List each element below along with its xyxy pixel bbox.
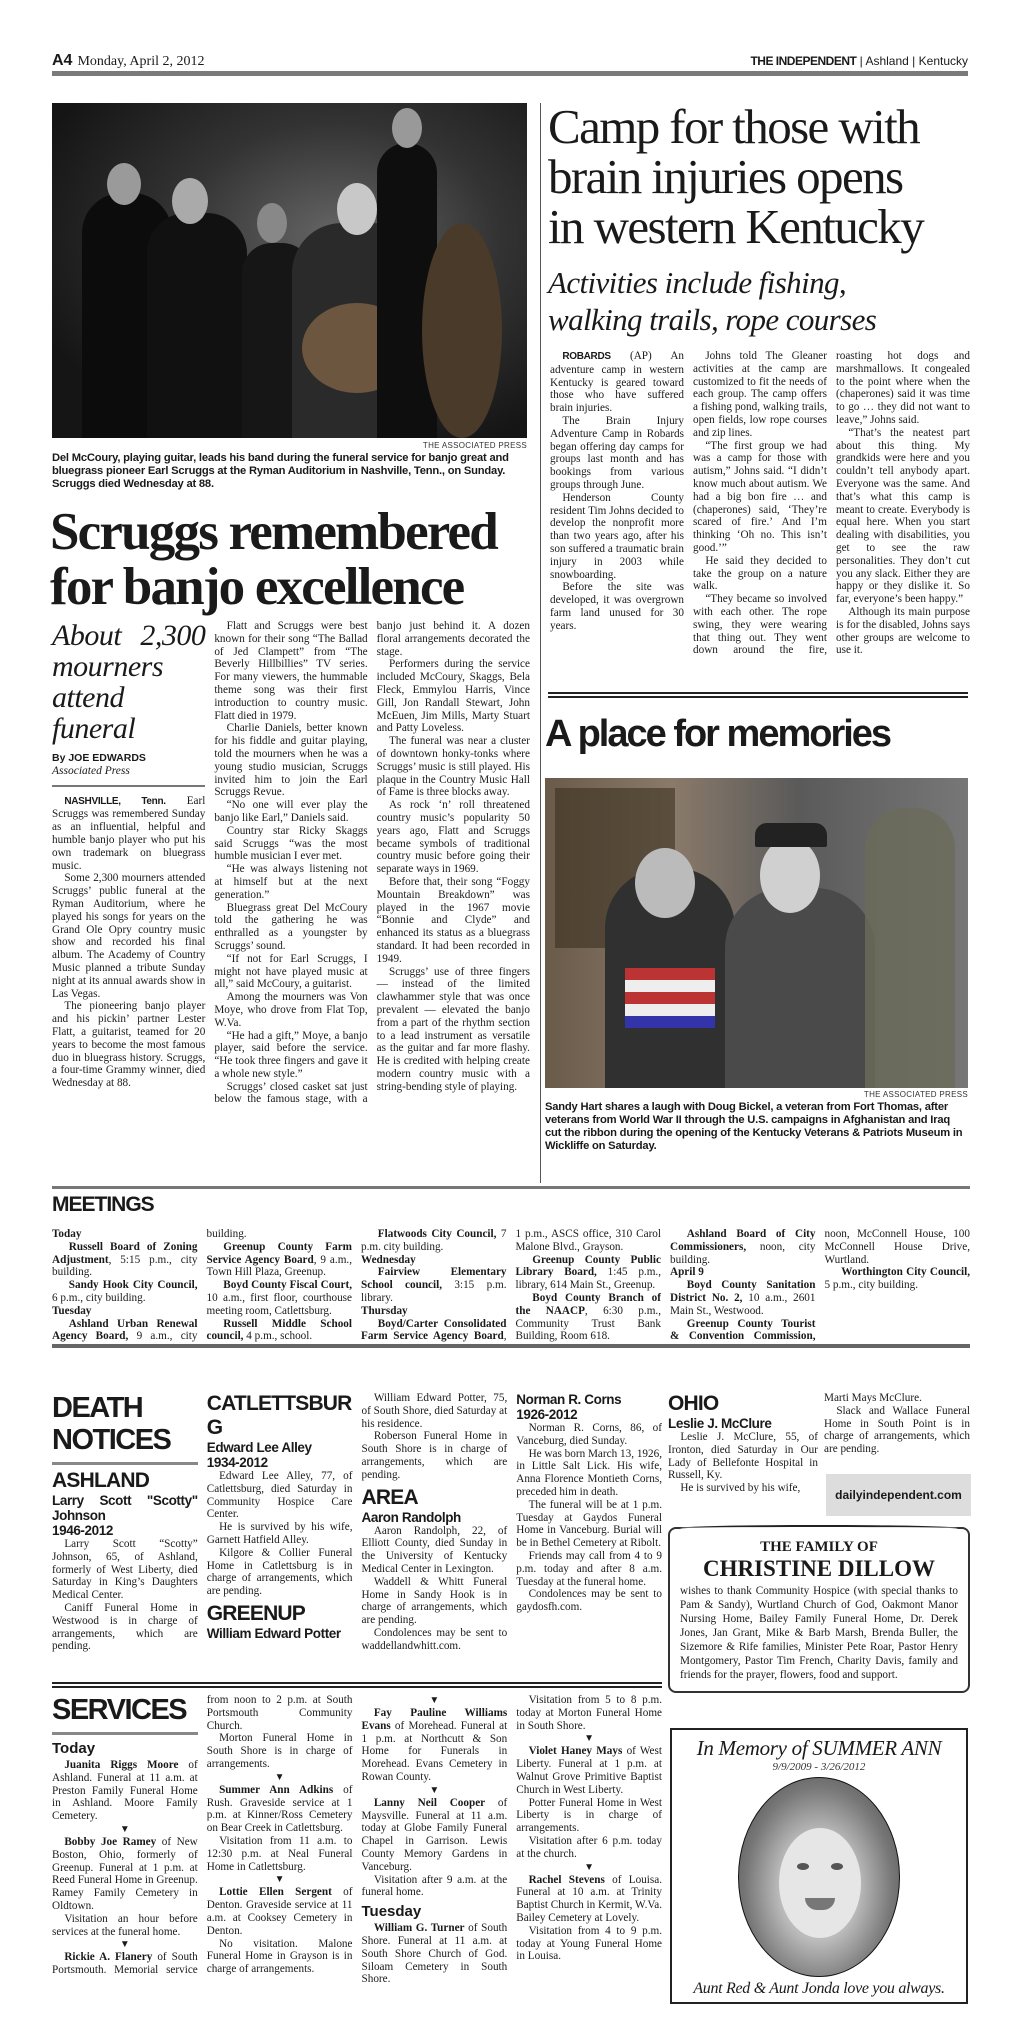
thank-you-ad <box>668 1527 970 1693</box>
meeting-item <box>361 1228 507 1254</box>
section-rule <box>52 1682 662 1688</box>
page-folio <box>52 52 205 70</box>
service-text: of Denton. Graveside service at 11 a.m. at Cooksey Cemetery in Denton. <box>206 1886 353 1937</box>
obit-paragraph: Condolences may be sent to waddellandwhitt.com. <box>361 1626 508 1652</box>
obit-paragraph: Condolences may be sent to gaydosfh.com. <box>516 1588 662 1614</box>
section-rule <box>52 1344 970 1348</box>
service-detail: Visitation from 11 a.m. to 12:30 p.m. at Neal Funeral Home in Catlettsburg. <box>206 1834 353 1873</box>
paragraph: The pioneering banjo player and his pickin’ partner Lester Flatt, a guitarist, teamed for 20 years to become the most famous duo in bluegrass history. Scruggs, a four-time Grammy winner, died Wednesday at 88. <box>52 1000 206 1090</box>
paper-name: THE INDEPENDENT <box>750 54 857 68</box>
meeting-name: Greenup County Tourist & Convention Commission, <box>670 1317 816 1343</box>
section-rule <box>52 1186 970 1189</box>
lead-paragraph <box>550 350 684 415</box>
meeting-detail: , 5:15 p.m., city building. <box>52 1253 198 1279</box>
dateline: NASHVILLE, Tenn. <box>64 795 166 807</box>
ohio-notices <box>668 1392 818 1495</box>
obit-paragraph: Edward Lee Alley, 77, of Catlettsburg, died Saturday in Community Hospice Care Center. <box>206 1470 353 1521</box>
meeting-name: Boyd County Sanitation District No. 2, <box>670 1279 816 1304</box>
state: Kentucky <box>918 54 968 68</box>
service-entry <box>52 1836 198 1913</box>
obit-paragraph: Larry Scott “Scotty” Johnson, 65, of Ashland, formerly of West Liberty, died Saturday in King’s Daughters Medical Center. <box>52 1538 198 1602</box>
paragraph: The Brain Injury Adventure Camp in Robards began offering day camps for groups last month and has bookings from various groups through June. <box>550 414 684 491</box>
meeting-name: Flatwoods City Council, <box>377 1228 497 1240</box>
memorial-title: In Memory of SUMMER ANN <box>696 1736 942 1760</box>
services <box>52 1694 662 1986</box>
paragraph: Before the site was developed, it was overgrown farm land unused for 30 years. <box>550 581 684 632</box>
memorial-dates: 9/9/2009 - 3/26/2012 <box>772 1761 866 1773</box>
memories-headline: A place for memories <box>545 713 891 755</box>
paragraph: Slack and Wallace Funeral Home in South Point is in charge of arrangements, which are pending. <box>824 1404 970 1456</box>
obit-paragraph: William Edward Potter, 75, of South Shore, died Saturday at his residence. <box>361 1392 508 1430</box>
service-detail: Visitation an hour before services at the funeral home. <box>52 1912 198 1938</box>
meeting-name: Fairview Elementary School council, <box>361 1266 507 1292</box>
paragraph: “They became so involved with each other. The rope swing, they were wearing that thing out. They went down around the fire, roasting hot dogs and marshmallows. It congealed to the point where when the (chaperones) said it was time to go … they did not want to leave,” Johns said. <box>693 350 970 657</box>
obit-years: 1926-2012 <box>516 1407 578 1422</box>
paragraph: As rock ‘n’ roll threatened country music’s popularity 50 years ago, Flatt and Scruggs became symbols of traditional country music before going their separate ways in 1969. <box>376 799 530 876</box>
separator: | <box>912 54 916 68</box>
ohio-notices-continued <box>824 1392 970 1456</box>
camp-headline <box>548 99 978 254</box>
obit-paragraph: The funeral will be at 1 p.m. Tuesday at Gaydos Funeral Home in Vanceburg. Burial will be in Bethel Cemetery at Ribolt. <box>516 1498 662 1550</box>
obit-paragraph: Waddell & Whitt Funeral Home in Sandy Hook is in charge of arrangements, which are pending. <box>361 1575 508 1627</box>
meeting-day: Today <box>52 1228 82 1240</box>
meeting-name: Russell Board of Zoning Adjustment <box>52 1240 198 1266</box>
section-rule <box>548 692 968 698</box>
meeting-name: Greenup County Farm Service Agency Board <box>206 1240 352 1266</box>
section-heading: OHIO <box>668 1392 719 1415</box>
paragraph: “That’s the neatest part about this thing. My grandkids were here and you couldn’t tell anybody apart. Everyone was the same. And that’s what this camp is meant to create. Everybody is equal here. When you start dealing with disabilities, you get to see the raw personalities. They don’t cut you any slack. Either they are happy or they dislike it. So far, everyone’s been happy.” <box>836 426 970 606</box>
meeting-name: Boyd County Fiscal Court, <box>223 1279 352 1292</box>
paragraph: Johns told The Gleaner activities at the camp are customized to fit the needs of each group. The camp offers a fishing pond, walking trails, open fields, low rope courses and zip lines. <box>693 350 827 439</box>
service-detail: Morton Funeral Home in South Shore is in charge of arrangements. <box>206 1732 353 1770</box>
service-text: of Maysville. Funeral at 11 a.m. today at Globe Family Funeral Chapel in Garrison. Lewis County Memory Gardens in Vanceburg. <box>361 1796 508 1873</box>
lead-text: (AP) An adventure camp in western Kentucky is geared toward those who have suffered brain injuries. <box>550 350 684 415</box>
meeting-day: Tuesday <box>52 1304 92 1317</box>
headline-line: in western Kentucky <box>548 199 924 254</box>
service-name: William G. Turner <box>373 1922 465 1935</box>
service-day: Tuesday <box>361 1903 422 1921</box>
paragraph: “No one will ever play the banjo like Earl,” Daniels said. <box>214 799 368 824</box>
paragraph: He is survived by his wife, <box>680 1482 801 1495</box>
paragraph: Henderson County resident Tim Johns decided to develop the nonprofit more than two years ago, after his son suffered a traumatic brain injury in 2003 while snowboarding. <box>550 491 684 581</box>
paragraph: Charlie Daniels, better known for his fiddle and guitar playing, told the mourners when he was a young studio musician, Scruggs invited him to join the Earl Scruggs Revue. <box>214 722 368 799</box>
obit-paragraph: Kilgore & Collier Funeral Home in Catlettsburg is in charge of arrangements, which are pending. <box>206 1546 353 1598</box>
separator-icon: ▼ <box>584 1861 595 1873</box>
obit-name: William Edward Potter <box>206 1625 341 1641</box>
ad-body: wishes to thank Community Hospice (with special thanks to Pam & Sandy), Wurtland Church of God, Oakmont Manor Nursing Home, Bailey Family Funeral Home, Dr. Derek Jones, Jan Grant, Mike & Barb Marsh, Brenda Buller, the Sizemore & Rife families, Minister Pete Roar, Pastor Henry Montgomery, Pastor Tim French, Charity Davis, family and friends for the prayer, flowers, food and support. <box>680 1585 958 1681</box>
byline-org: Associated Press <box>52 765 205 787</box>
byline: By JOE EDWARDS <box>52 752 146 764</box>
issue-date: Monday, April 2, 2012 <box>77 54 205 69</box>
meeting-detail: 7 p.m. city building. <box>361 1228 507 1253</box>
camp-article <box>550 350 970 657</box>
dateline: ROBARDS <box>562 351 611 362</box>
obit-paragraph: Norman R. Corns, 86, of Vanceburg, died Sunday. <box>516 1422 662 1447</box>
ad-line2: CHRISTINE DILLOW <box>703 1556 935 1581</box>
obit-paragraph: Marti Mays McClure. <box>824 1392 922 1404</box>
meeting-item <box>670 1279 816 1317</box>
meetings-list <box>52 1228 970 1343</box>
obit-paragraph: Friends may call from 4 to 9 p.m. today and after 8 a.m. Tuesday at the funeral home. <box>516 1549 662 1588</box>
city: Ashland <box>865 54 909 68</box>
scruggs-headline <box>50 505 535 615</box>
service-text: of South Portsmouth. Memorial service from noon to 2 p.m. at South Portsmouth Community Church. <box>52 1694 353 1977</box>
obit-paragraph: Caniff Funeral Home in Westwood is in charge of arrangements, which are pending. <box>52 1601 198 1653</box>
service-entry <box>207 1886 353 1937</box>
memorial-message: Aunt Red & Aunt Jonda love you always. <box>693 1980 945 1997</box>
separator: | <box>859 54 863 68</box>
meeting-item <box>825 1266 971 1292</box>
meeting-item <box>670 1228 816 1266</box>
death-notices-title: DEATH NOTICES <box>52 1392 198 1465</box>
meeting-name: Boyd/Carter Consolidated Farm Service Agency Board <box>361 1317 507 1343</box>
separator-icon: ▼ <box>274 1771 285 1783</box>
meeting-item <box>516 1254 662 1292</box>
service-name: Lottie Ellen Sergent <box>219 1886 332 1899</box>
lead-paragraph <box>52 795 205 873</box>
meeting-day: Wednesday <box>361 1253 416 1266</box>
meeting-name: Boyd County Branch of the NAACP <box>515 1291 661 1317</box>
service-entry <box>516 1745 662 1796</box>
paragraph: Scruggs’ use of three fingers — instead of the limited clawhammer style that was once prevalent — elevated the banjo from a part of the rhythm section to a lead instrument as versatile as the guitar and far more flashy. He is credited with helping create modern country music with a string-bending style of playing. <box>376 965 530 1093</box>
meeting-day: Thursday <box>361 1304 408 1317</box>
obit-paragraph: He is survived by his wife, Garnett Hatfield Alley. <box>206 1521 353 1546</box>
museum-opening-photo <box>545 778 968 1088</box>
meeting-detail: 3:15 p.m. library. <box>361 1279 507 1304</box>
meeting-name: Greenup County Public Library Board, <box>515 1253 661 1279</box>
meeting-detail: 5 p.m., city building. <box>824 1279 919 1292</box>
separator-icon: ▼ <box>119 1939 130 1951</box>
service-name: Summer Ann Adkins <box>219 1783 334 1796</box>
paragraph: “He was always listening not at himself but at the next generation.” <box>214 863 368 901</box>
deck-line: Activities include fishing, <box>548 265 847 300</box>
service-entry <box>362 1707 508 1784</box>
meeting-item <box>207 1241 353 1279</box>
service-entry <box>362 1922 508 1986</box>
page-number: A4 <box>52 52 73 69</box>
service-text: of West Liberty. Funeral at 1 p.m. at Walnut Grove Primitive Baptist Church in West Liberty. <box>516 1745 662 1796</box>
memorial-ad <box>670 1728 968 2004</box>
paper-flag <box>750 54 968 68</box>
child-portrait-photo <box>738 1777 900 1977</box>
meeting-name: Sandy Hook City Council, <box>68 1279 198 1292</box>
paragraph: Country star Ricky Skaggs said Scruggs “was the most humble musician I ever met. <box>214 824 368 863</box>
paragraph: Before that, their song “Foggy Mountain Breakdown” was played in the 1967 movie “Bonnie and Clyde” and enhanced its status as a bluegrass standard. It had been recorded in 1949. <box>376 875 530 965</box>
scruggs-deck: About 2,300 mourners attend funeral <box>52 619 206 745</box>
obit-paragraph: He was born March 13, 1926, in Little Salt Lick. His wife, Anna Florence Montieth Corns, preceded him in death. <box>516 1447 662 1498</box>
paragraph: Among the mourners was Von Moye, who drove from Flat Top, W.Va. <box>214 991 368 1029</box>
meetings-title: MEETINGS <box>52 1193 154 1216</box>
paragraph: The funeral was near a cluster of downtown honky-tonks where Scruggs’ music is still played. His plaque in the Country Music Hall of Fame is three blocks away. <box>376 735 530 799</box>
photo-caption: Del McCoury, playing guitar, leads his band during the funeral service for banjo great and bluegrass pioneer Earl Scruggs at the Ryman Auditorium in Nashville, Tenn., on Sunday. Scruggs died Wednesday at 88. <box>52 452 509 490</box>
service-text: of Ashland. Funeral at 11 a.m. at Preston Family Funeral Home in Ashland. Moore Family Cemetery. <box>52 1759 198 1823</box>
ad-line1: THE FAMILY OF <box>760 1539 878 1555</box>
meeting-detail: noon, McConnell House, 100 McConnell House Drive, Wurtland. <box>824 1228 970 1266</box>
meeting-detail: 1:45 p.m., library, 614 Main St., Greenup. <box>515 1266 662 1292</box>
meeting-detail: 4 p.m., school. <box>243 1330 313 1343</box>
service-detail: Visitation after 6 p.m. today at the church. <box>516 1834 662 1860</box>
paragraph: “If not for Earl Scruggs, I might not have played music at all,” said McCoury, a guitarist. <box>214 952 368 991</box>
lead-text: Earl Scruggs was remembered Sunday as an influential, helpful and humble banjo player who put his own trademark on bluegrass music. <box>52 794 206 872</box>
service-detail: Visitation from 4 to 9 p.m. today at Young Funeral Home in Louisa. <box>516 1924 662 1963</box>
headline-line: Scruggs remembered <box>50 503 497 561</box>
meeting-item <box>361 1266 507 1304</box>
meeting-item <box>207 1318 353 1344</box>
photo-credit: THE ASSOCIATED PRESS <box>863 1090 968 1099</box>
paragraph: Leslie J. McClure, 55, of Ironton, died Saturday in Our Lady of Bellefonte Hospital in Russell, Ky. <box>668 1431 818 1482</box>
headline-line: brain injuries opens <box>548 149 903 204</box>
funeral-band-photo <box>52 103 527 438</box>
meeting-detail: 9 a.m., city building. <box>128 1228 247 1343</box>
obit-name: Leslie J. McClure <box>668 1416 772 1431</box>
service-name: Fay Pauline Williams Evans <box>361 1707 508 1732</box>
obit-paragraph: Roberson Funeral Home in South Shore is in charge of arrangements, which are pending. <box>361 1430 508 1481</box>
obit-name: Edward Lee Alley <box>206 1440 312 1455</box>
meeting-item <box>52 1241 198 1279</box>
column-divider <box>540 103 541 1183</box>
meeting-name: Russell Middle School council, <box>206 1317 352 1343</box>
obit-name: Aaron Randolph <box>361 1509 461 1525</box>
service-detail: Potter Funeral Home in West Liberty is in charge of arrangements. <box>516 1796 662 1835</box>
service-name: Lanny Neil Cooper <box>373 1796 486 1809</box>
meeting-detail: 10 a.m., 2601 Main St., Westwood. <box>670 1291 816 1317</box>
services-title: SERVICES <box>52 1694 198 1735</box>
meeting-name: Ashland Urban Renewal Agency Board, <box>52 1317 198 1343</box>
obit-paragraph: Aaron Randolph, 22, of Elliott County, died Sunday in the University of Kentucky Medical Center in Lexington. <box>361 1524 508 1575</box>
service-entry <box>516 1874 662 1925</box>
service-detail: No visitation. Malone Funeral Home in Grayson is in charge of arrangements. <box>206 1937 353 1976</box>
service-day: Today <box>52 1740 96 1757</box>
service-detail: Visitation from 5 to 8 p.m. today at Morton Funeral Home in South Shore. <box>516 1694 662 1732</box>
meeting-day: April 9 <box>670 1266 704 1279</box>
website-promo[interactable]: dailyindependent.com <box>826 1474 971 1516</box>
section-heading: GREENUP <box>206 1601 306 1625</box>
meeting-item <box>52 1279 198 1305</box>
obit-years: 1934-2012 <box>206 1455 268 1470</box>
service-text: of Morehead. Funeral at 1 p.m. at Northcutt & Son Home for Funerals in Morehead. Evans Cemetery in Rowan County. <box>361 1719 508 1783</box>
service-name: Rachel Stevens <box>528 1873 605 1886</box>
meeting-detail: noon, city building. <box>670 1240 816 1266</box>
meeting-detail: 6 p.m., city building. <box>52 1291 146 1304</box>
service-name: Juanita Riggs Moore <box>64 1759 179 1771</box>
paragraph: Performers during the service included McCoury, Skaggs, Bela Fleck, Emmylou Harris, Vince Gill, Jon Randall Stewart, John McEuen, Jim Mills, Marty Stuart and Patty Loveless. <box>376 658 530 735</box>
meeting-detail: , 6:30 p.m., Community Trust Bank Building, Room 618. <box>515 1304 661 1343</box>
service-name: Rickie A. Flanery <box>64 1951 153 1964</box>
death-notices <box>52 1392 662 1653</box>
paragraph: “He had a gift,” Moye, a banjo player, said before the service. “He took three fingers and gave it a whole new style.” <box>214 1029 368 1080</box>
header-rule <box>52 71 968 76</box>
paragraph: Scruggs’ closed casket sat just below the famous stage, with a banjo just behind it. A dozen floral arrangements decorated the stage. <box>214 620 530 1106</box>
service-text: of Rush. Graveside service at 1 p.m. at Kinner/Ross Cemetery on Bear Creek in Catlettsburg. <box>206 1783 353 1835</box>
paragraph: He said they decided to take the group on a nature walk. <box>693 554 827 593</box>
meeting-item <box>516 1292 662 1343</box>
obit-name: Larry Scott "Scotty" Johnson <box>52 1493 198 1523</box>
headline-line: Camp for those with <box>548 99 920 154</box>
meeting-name: Ashland Board of City Commissioners, <box>670 1228 816 1253</box>
obit-years: 1946-2012 <box>52 1523 113 1538</box>
section-heading: AREA <box>361 1485 418 1509</box>
separator-icon: ▼ <box>429 1784 440 1796</box>
meeting-item <box>207 1279 353 1317</box>
photo-caption: Sandy Hart shares a laugh with Doug Bickel, a veteran from Fort Thomas, after veterans from World War II through the U.S. campaigns in Afghanistan and Iraq cut the ribbon during the opening of the Kentucky Veterans & Patriots Museum in Wickliffe on Saturday. <box>545 1101 963 1152</box>
deck-line: walking trails, rope courses <box>548 302 877 337</box>
paragraph: Some 2,300 mourners attended Scruggs’ public funeral at the Ryman Auditorium, where he played his songs for years on the Grand Ole Opry country music show and recorded his final album. The Academy of Country Music planned a tribute Sunday night at its annual awards show in Las Vegas. <box>52 872 206 1000</box>
service-detail: Visitation after 9 a.m. at the funeral home. <box>361 1873 508 1899</box>
paragraph: “The first group we had was a camp for those with autism,” Johns said. “I didn’t know much about autism. We had a big bon fire … and (chaperones) said, ‘They’re scared of fire.’ And I’m thinking ‘Oh no. This isn’t good.’” <box>693 439 827 554</box>
meeting-detail: 10 a.m., first floor, courthouse meeting room, Catlettsburg. <box>206 1291 352 1317</box>
camp-deck <box>548 264 978 338</box>
scruggs-article <box>52 620 530 1106</box>
ornament-icon <box>680 1525 958 1531</box>
obit-name: Norman R. Corns <box>516 1392 622 1407</box>
paragraph: Although its main purpose is for the disabled, Johns says other groups are welcome to use it. <box>836 605 970 657</box>
paragraph: Bluegrass great Del McCoury told the gathering he was enthralled as a youngster by Scruggs’ sound. <box>214 901 368 952</box>
separator-icon: ▼ <box>584 1733 595 1745</box>
separator-icon: ▼ <box>119 1823 130 1835</box>
headline-line: for banjo excellence <box>50 558 464 616</box>
separator-icon: ▼ <box>429 1695 440 1706</box>
service-name: Bobby Joe Ramey <box>64 1835 157 1848</box>
service-entry <box>207 1784 353 1835</box>
service-text: of New Boston, Ohio, formerly of Greenup. Funeral at 1 p.m. at Reed Funeral Home in Greenup. Ramey Family Cemetery in Oldtown. <box>52 1835 198 1912</box>
paragraph: Flatt and Scruggs were best known for their song “The Ballad of Jed Clampett” from “The Beverly Hillbillies” TV series. For many viewers, the hummable theme song was their first introduction to country music. Flatt died in 1979. <box>214 620 368 722</box>
meeting-name: Worthington City Council, <box>841 1266 970 1279</box>
section-heading: CATLETTSBURG <box>206 1392 352 1439</box>
service-name: Violet Haney Mays <box>528 1745 623 1758</box>
service-entry <box>52 1759 198 1823</box>
meeting-detail: , 9 a.m., Town Hill Plaza, Greenup. <box>206 1253 352 1279</box>
separator-icon: ▼ <box>274 1874 285 1886</box>
meeting-detail: , 1 p.m., ASCS office, 310 Carol Malone Blvd., Grayson. <box>503 1228 661 1343</box>
service-text: of Louisa. Funeral at 10 a.m. at Trinity Baptist Church in Kermit, W.Va. Bailey Cemetery at Lovely. <box>516 1873 662 1924</box>
section-heading: ASHLAND <box>52 1469 150 1492</box>
photo-credit: THE ASSOCIATED PRESS <box>422 441 527 450</box>
service-entry <box>362 1797 508 1874</box>
service-text: of South Shore. Funeral at 11 a.m. at South Shore Church of God. Siloam Cemetery in South Shore. <box>361 1922 508 1986</box>
